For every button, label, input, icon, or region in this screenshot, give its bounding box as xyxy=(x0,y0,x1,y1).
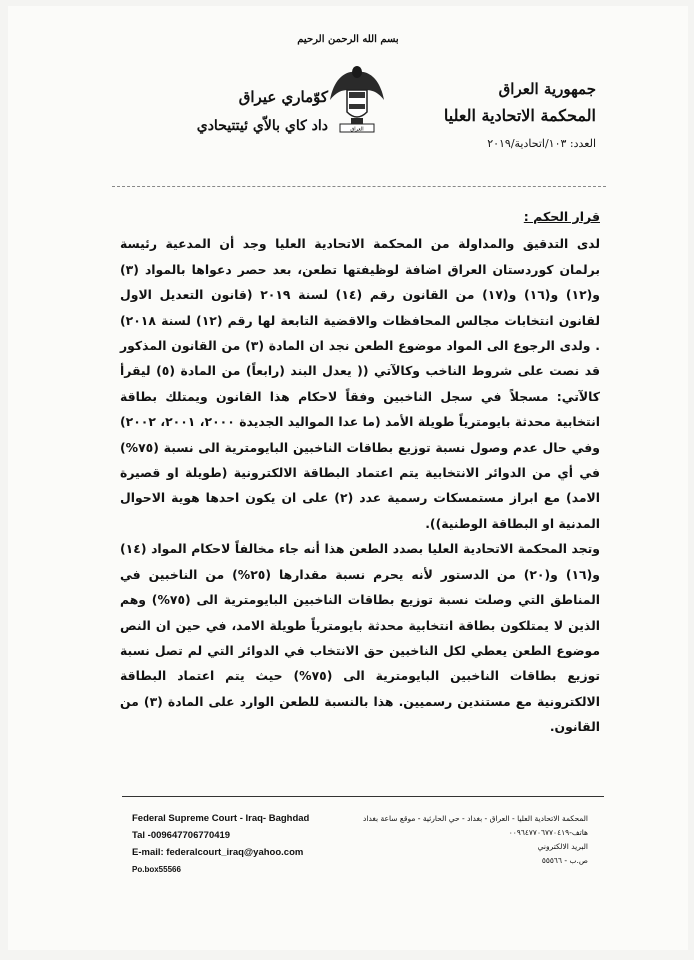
footer-pobox-ar: ص.ب - ٥٥٥٦٦ xyxy=(541,856,588,865)
footer-phone: Tal -009647706770419 xyxy=(132,830,231,841)
header-right-block xyxy=(396,80,596,150)
reference-number: العدد: ١٠٣/اتحادية/٢٠١٩ xyxy=(487,137,596,150)
footer-email-ar: البريد الالكتروني xyxy=(537,842,588,851)
body-paragraph: وتجد المحكمة الاتحادية العليا بصدد الطعن هذا أنه جاء مخالفاً لاحكام المواد (١٤) و(١٦) و(٢٠) من الدستور لأنه يحرم نسبة مقدارها (٢٥%) من الناخبين في المناطق التي وصلت نسبة توزيع بطاقات الناخبين البايومترية الى (٧٥%) وهم الذين لا يمتلكون بطاقة انتخابية محدثة بايومترياً طويلة الامد، في حين ان النص موضوع الطعن يعطي لكل الناخبين حق الانتخاب في الدوائر التي لم تصل نسبة توزيع بطاقات الناخبين البايومترية الى (٧٥%) حيث يتم اعتماد البطاقة الالكترونية مع مستندين رسميين. هذا بالنسبة للطعن الوارد على المادة (٣) من القانون. xyxy=(120,541,601,735)
decision-heading: قرار الحكم : xyxy=(523,209,600,224)
iraq-eagle-emblem-icon xyxy=(326,60,388,142)
footer-english xyxy=(132,810,372,878)
basmala: بسم الله الرحمن الرحيم xyxy=(297,34,399,45)
court-name-kurdish: داد كاي بالاّي ئيتتيحادي xyxy=(196,118,328,134)
footer-arabic xyxy=(338,812,588,868)
country-name-kurdish: كوّماري عيراق xyxy=(238,88,328,106)
footer-email: E-mail: federalcourt_iraq@yahoo.com xyxy=(132,847,304,858)
decision-body xyxy=(120,204,600,740)
footer-address-ar: المحكمة الاتحادية العليا - العراق - بغداد - حي الحارثية - موقع ساعة بغداد xyxy=(363,814,588,823)
body-paragraph: لدى التدقيق والمداولة من المحكمة الاتحادية العليا وجد أن المدعية رئيسة برلمان كوردستان العراق اضافة لوظيفتها تطعن، بعد حصر دعواها بالمواد (٣) و(١٢) و(١٦) و(١٧) من القانون رقم (١٤) لسنة ٢٠١٩ (قانون التعديل الاول لقانون انتخابات مجالس المحافظات والاقضية التابعة لها رقم (١٢) لسنة ٢٠١٨) . ولدى الرجوع الى المواد موضوع الطعن نجد ان المادة (٣) من القانون المذكور قد نصت على شروط الناخب وكالآتي (( يعدل البند (رابعاً) من المادة (٥) ليقرأ كالآتي: مسجلاً في سجل الناخبين وفقاً لاحكام هذا القانون ويمتلك بطاقة انتخابية محدثة بايومترياً طويلة الأمد (ما عدا المواليد الجديدة ٢٠٠٠، ٢٠٠١، ٢٠٠٢) وفي حال عدم وصول نسبة توزيع بطاقات الناخبين البايومترية الى نسبة (٧٥%) في أي من الدوائر الانتخابية يتم اعتماد البطاقة الالكترونية (طويلة او قصيرة الامد) مع ابراز مستمسكات رسمية عدد (٢) على ان يكون احدها هوية الاحوال المدنية او البطاقة الوطنية)). xyxy=(120,236,601,531)
country-name: جمهورية العراق xyxy=(498,80,596,98)
court-name: المحكمة الاتحادية العليا xyxy=(443,106,596,125)
footer-phone-ar: هاتف-٠٠٩٦٤٧٧٠٦٧٧٠٤١٩ xyxy=(508,828,588,837)
footer-pobox: Po.box55566 xyxy=(132,865,181,874)
footer-divider xyxy=(122,796,604,797)
document-page xyxy=(8,6,688,950)
header-divider xyxy=(112,186,606,187)
emblem-label: العراق xyxy=(350,126,364,133)
footer-court-name: Federal Supreme Court - Iraq- Baghdad xyxy=(132,813,310,824)
header-left-block xyxy=(128,88,328,134)
